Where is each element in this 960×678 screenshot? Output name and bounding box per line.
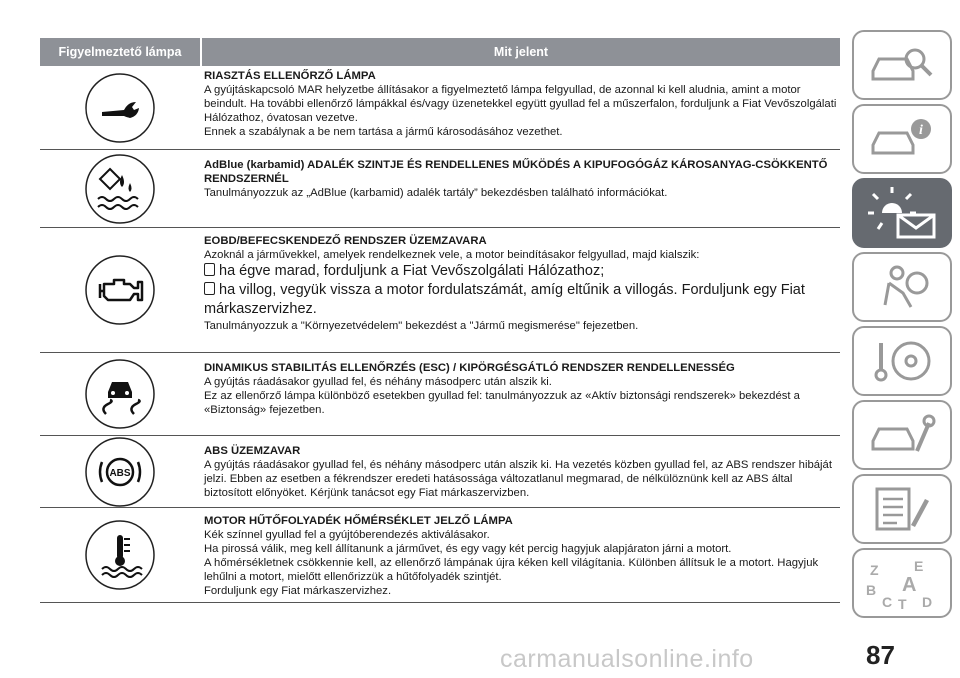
row-title: RIASZTÁS ELLENŐRZŐ LÁMPA — [204, 70, 376, 82]
coolant-icon — [84, 519, 156, 591]
bullet-item: ha villog, vegyük vissza a motor fordulatszámát, amíg eltűnik a villogás. Forduljunk egy Fiat márkaszervizhez. — [204, 282, 805, 317]
svg-text:Z: Z — [870, 562, 879, 578]
table-row — [40, 66, 840, 150]
car-search-icon — [867, 41, 937, 89]
car-info-icon — [867, 115, 937, 163]
table-row — [40, 150, 840, 228]
table-row — [40, 353, 840, 436]
row-line: Ennek a szabálynak a be nem tartása a jármű károsodásához vezethet. — [204, 126, 563, 138]
warning-light-icon — [862, 185, 942, 241]
row-title: DINAMIKUS STABILITÁS ELLENŐRZÉS (ESC) / KIPÖRGÉSGÁTLÓ RENDSZER RENDELLENESSÉG — [204, 362, 735, 374]
icon-cell — [40, 353, 200, 435]
table-header — [40, 38, 840, 66]
airbag-icon — [867, 263, 937, 311]
engine-icon — [84, 254, 156, 326]
tab-steering[interactable] — [852, 326, 952, 396]
tab-warning-lights[interactable] — [852, 178, 952, 248]
row-text — [200, 228, 840, 352]
tab-checklist[interactable] — [852, 474, 952, 544]
svg-text:B: B — [866, 582, 877, 598]
icon-cell — [40, 66, 200, 149]
adblue-icon — [84, 153, 156, 225]
page-number: 87 — [866, 640, 895, 670]
table-row — [40, 436, 840, 508]
svg-text:ABS: ABS — [109, 467, 131, 479]
row-text — [200, 508, 840, 602]
tab-car-info[interactable] — [852, 104, 952, 174]
icon-cell — [40, 150, 200, 227]
row-text — [200, 66, 840, 149]
row-text — [200, 436, 840, 507]
abs-icon — [84, 436, 156, 508]
warning-lights-table — [40, 38, 840, 603]
steering-icon — [867, 337, 937, 385]
car-wrench-icon — [867, 411, 937, 459]
row-text — [200, 353, 840, 435]
row-line: A gyújtás ráadásakor gyullad fel, és néhány másodperc után alszik ki. Ha vezetés közben gyullad fel, az ABS rendszer hibáját jelzi. Ebben az esetben a fékrendszer eredeti hatásossága változatlanul megmarad, de nélkülöznünk kell az ABS által biztosított előnyöket. Kérjünk tanácsot egy Fiat márkaszervizben. — [204, 459, 832, 499]
table-row — [40, 228, 840, 353]
tab-car-search[interactable] — [852, 30, 952, 100]
row-title: AdBlue (karbamid) ADALÉK SZINTJE ÉS RENDELLENES MŰKÖDÉS A KIPUFOGÓGÁZ KÁROSANYAG-CSÖKKENTŐ RENDSZERNÉL — [204, 159, 828, 185]
row-line: A hőmérsékletnek csökkennie kell, az ellenőrző lámpának újra kéken kell világítania. Különben állítsuk le a motort. Hagyjuk lehűlni a motort, mielőtt ellenőrizzük a hűtőfolyadék szintjét. — [204, 557, 819, 583]
header-meaning: Mit jelent — [493, 45, 549, 59]
row-intro: Azoknál a járművekkel, amelyek rendelkeznek vele, a motor beindításakor felgyullad, majd kialszik: — [204, 249, 700, 261]
row-line: A gyújtás ráadásakor gyullad fel, és néhány másodperc után alszik ki. — [204, 376, 552, 388]
svg-text:D: D — [922, 594, 933, 610]
icon-cell — [40, 436, 200, 507]
checklist-icon — [867, 485, 937, 533]
svg-text:T: T — [898, 596, 907, 611]
checkbox-bullet-icon — [204, 282, 215, 295]
row-text — [200, 150, 840, 227]
watermark: carmanualsonline.info — [500, 645, 754, 673]
svg-text:C: C — [882, 594, 893, 610]
chapter-sidebar — [852, 30, 952, 622]
bullet-item: ha égve marad, forduljunk a Fiat Vevőszolgálati Hálózathoz; — [204, 262, 840, 281]
tab-car-wrench[interactable] — [852, 400, 952, 470]
header-warning-light: Figyelmeztető lámpa — [40, 38, 202, 66]
row-title: MOTOR HŰTŐFOLYADÉK HŐMÉRSÉKLET JELZŐ LÁMPA — [204, 515, 513, 527]
svg-text:A: A — [902, 574, 917, 596]
icon-cell — [40, 508, 200, 602]
wrench-icon — [84, 72, 156, 144]
tab-airbag[interactable] — [852, 252, 952, 322]
esc-icon — [84, 358, 156, 430]
row-title: ABS ÜZEMZAVAR — [204, 445, 301, 457]
row-line: Kék színnel gyullad fel a gyújtóberendezés aktiválásakor. — [204, 529, 490, 541]
tab-index[interactable] — [852, 548, 952, 618]
icon-cell — [40, 228, 200, 352]
row-line: Ha pirossá válik, meg kell állítanunk a járművet, és egy vagy két percig hagyjuk alapjáraton járni a motort. — [204, 543, 732, 555]
index-letters-icon — [862, 555, 942, 611]
checkbox-bullet-icon — [204, 263, 215, 276]
table-row — [40, 508, 840, 603]
row-line: Ez az ellenőrző lámpa különböző esetekben gyullad fel: tanulmányozzuk az «Aktív biztonsági rendszerek» bekezdést a «Biztonság» fejezetben. — [204, 390, 800, 416]
row-line: Tanulmányozzuk a "Környezetvédelem" bekezdést a "Jármű megismerése" fejezetben. — [204, 320, 639, 332]
row-line: Forduljunk egy Fiat márkaszervizhez. — [204, 585, 392, 597]
row-title: EOBD/BEFECSKENDEZŐ RENDSZER ÜZEMZAVARA — [204, 235, 487, 247]
svg-text:i: i — [919, 123, 923, 138]
row-line: A gyújtáskapcsoló MAR helyzetbe állításakor a figyelmeztető lámpa felgyullad, de azonnal ki kell aludnia, amint a motor beindult. Ha további ellenőrző lámpákkal és/vagy üzenetekkel együtt gyullad fel a műszerfalon, forduljunk a Fiat Vevőszolgálati Hálózathoz, óvatosan vezetve. — [204, 84, 837, 124]
svg-text:E: E — [914, 558, 924, 574]
row-line: Tanulmányozzuk az „AdBlue (karbamid) adalék tartály” bekezdésben található információkat. — [204, 187, 668, 199]
